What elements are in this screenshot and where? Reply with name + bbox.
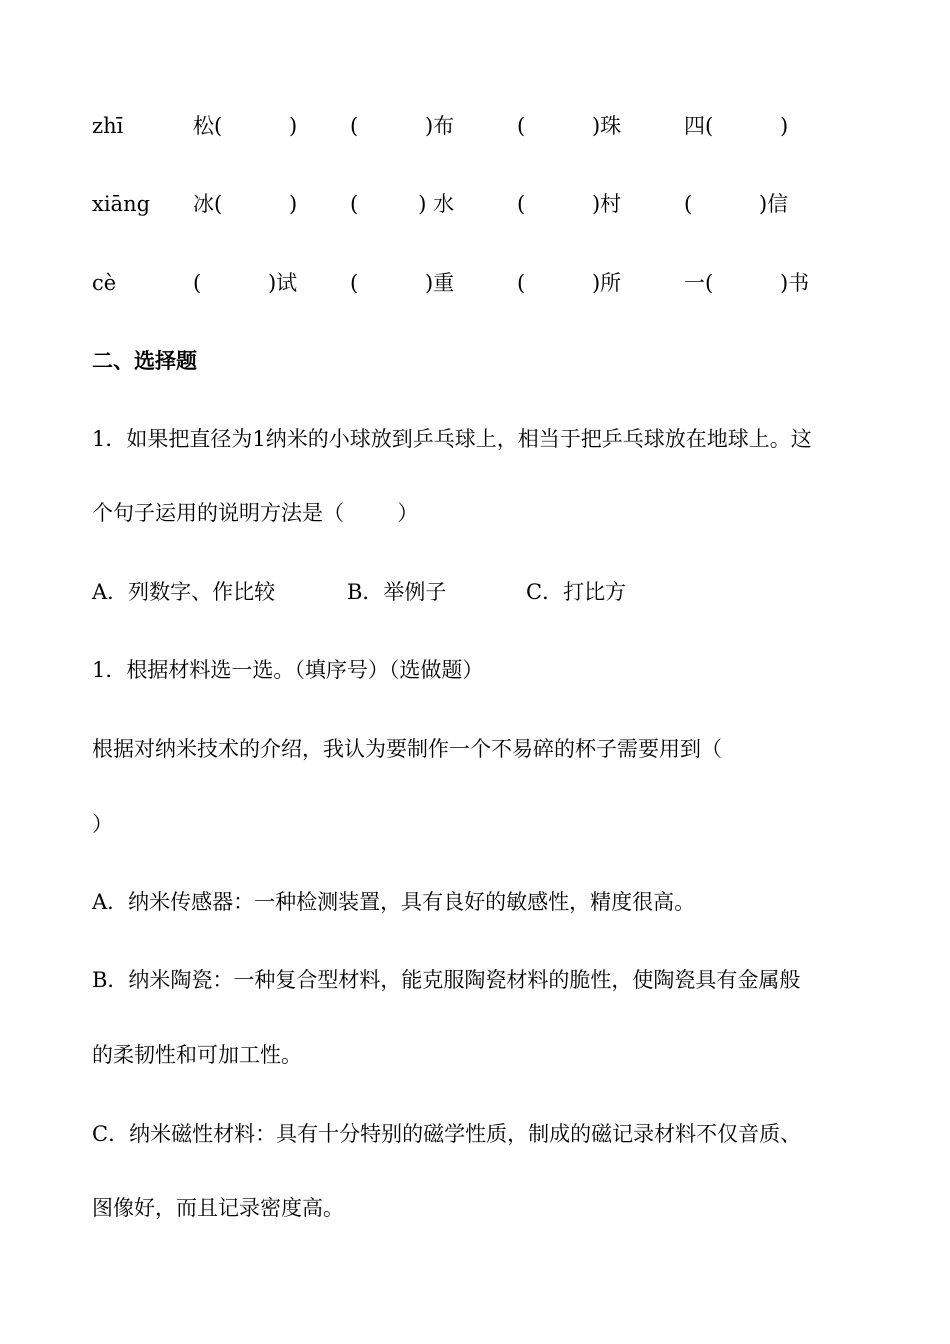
fill-blank[interactable]: ( )所: [517, 271, 622, 295]
fill-blank[interactable]: 松( ): [193, 114, 298, 138]
option-c[interactable]: C．纳米磁性材料：具有十分特别的磁学性质，制成的磁记录材料不仅音质、: [92, 1122, 802, 1146]
option-b-continued: 的柔韧性和可加工性。: [92, 1043, 302, 1067]
fill-blank[interactable]: ( )信: [684, 192, 789, 216]
option-b[interactable]: B．举例子: [347, 580, 447, 604]
question-2-title: 1．根据材料选一选。（填序号）（选做题）: [92, 658, 484, 682]
question-1-text-continued: 个句子运用的说明方法是（ ）: [92, 501, 419, 525]
option-b[interactable]: B．纳米陶瓷：一种复合型材料，能克服陶瓷材料的脆性，使陶瓷具有金属般: [92, 968, 801, 992]
fill-blank[interactable]: ( )重: [350, 271, 455, 295]
pinyin-label: cè: [92, 271, 117, 295]
fill-blank[interactable]: 一( )书: [684, 271, 810, 295]
question-2-stem: 根据对纳米技术的介绍，我认为要制作一个不易碎的杯子需要用到（: [92, 737, 722, 761]
fill-blank[interactable]: ( )珠: [517, 114, 622, 138]
option-a[interactable]: A．纳米传感器：一种检测装置，具有良好的敏感性，精度很高。: [92, 890, 696, 914]
question-2-stem-continued: ）: [92, 812, 113, 836]
pinyin-label: zhī: [92, 114, 124, 138]
fill-blank[interactable]: ( )布: [350, 114, 455, 138]
fill-blank[interactable]: 四( ): [684, 114, 789, 138]
fill-blank[interactable]: ( )试: [193, 271, 298, 295]
section-heading: 二、选择题: [92, 349, 197, 373]
fill-blank[interactable]: ( ) 水: [350, 192, 455, 216]
option-c-continued: 图像好，而且记录密度高。: [92, 1196, 344, 1220]
fill-blank[interactable]: 冰( ): [193, 192, 298, 216]
pinyin-label: xiāng: [92, 192, 151, 216]
question-1-text: 1．如果把直径为1纳米的小球放到乒乓球上，相当于把乒乓球放在地球上。这: [92, 427, 812, 451]
option-a[interactable]: A．列数字、作比较: [92, 580, 276, 604]
option-c[interactable]: C．打比方: [526, 580, 627, 604]
fill-blank[interactable]: ( )村: [517, 192, 622, 216]
